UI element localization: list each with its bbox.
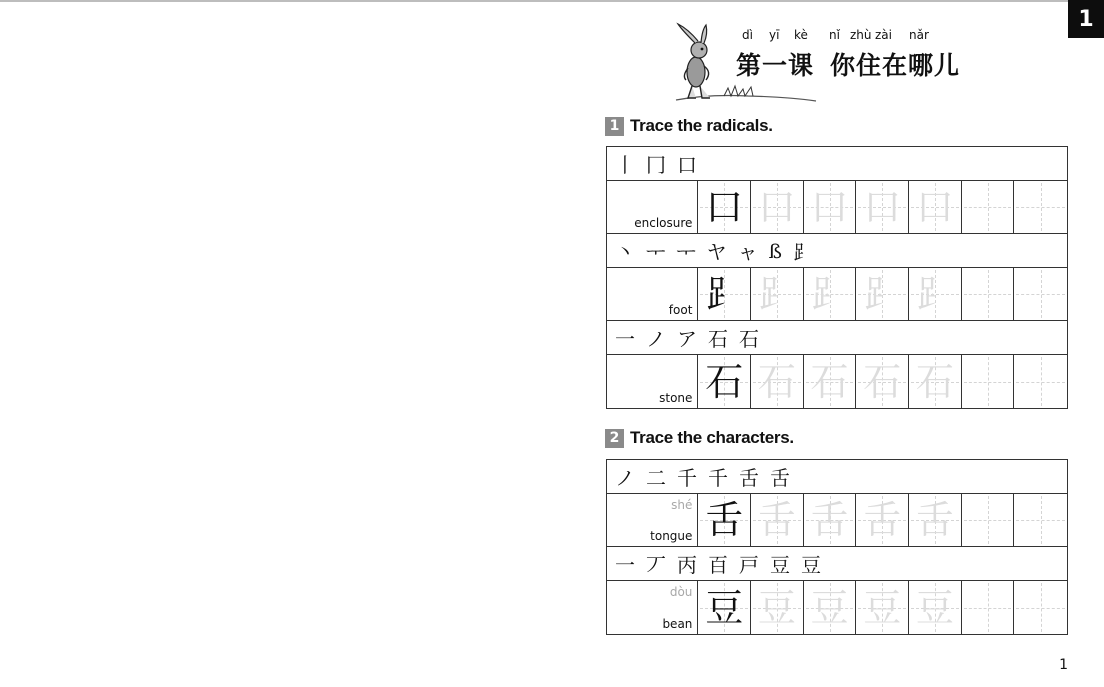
model-character-cell[interactable] [698, 581, 751, 634]
stroke-step: 石 [739, 327, 759, 351]
stroke-step: ャ [737, 240, 758, 264]
trace-character-cell[interactable] [804, 581, 857, 634]
stroke-step: 丆 [646, 553, 666, 577]
model-character: 石 [705, 359, 744, 404]
character-meaning: enclosure [634, 216, 693, 230]
top-border [0, 0, 1104, 2]
trace-character: ⻊ [863, 272, 902, 316]
empty-writing-cell[interactable] [1014, 268, 1067, 320]
stroke-step: 舌 [739, 466, 759, 490]
pinyin-syllable: yī [769, 28, 780, 42]
empty-writing-cell[interactable] [962, 355, 1015, 408]
character-meaning: foot [668, 303, 693, 317]
model-character-cell[interactable] [698, 268, 751, 320]
stroke-step: 口 [677, 153, 697, 177]
trace-character-cell[interactable] [804, 494, 857, 546]
trace-character: 豆 [863, 585, 902, 630]
empty-writing-cell[interactable] [1014, 355, 1067, 408]
trace-character-cell[interactable] [751, 268, 804, 320]
stroke-step: 石 [708, 327, 728, 351]
label-cell [607, 268, 698, 320]
corner-page-badge: 1 [1068, 0, 1104, 38]
label-cell [607, 181, 698, 233]
empty-writing-cell[interactable] [962, 494, 1015, 546]
character-meaning: bean [662, 617, 693, 631]
trace-character-cell[interactable] [804, 181, 857, 233]
stroke-step: 千 [677, 466, 697, 490]
stroke-step: ノ [646, 327, 666, 351]
stroke-step: ⻊ [793, 240, 814, 264]
empty-writing-cell[interactable] [962, 181, 1015, 233]
trace-character-cell[interactable] [804, 268, 857, 320]
empty-writing-cell[interactable] [962, 581, 1015, 634]
stroke-step: 丶 [615, 240, 635, 264]
stroke-order-row [607, 147, 1067, 181]
trace-character-cell[interactable] [804, 355, 857, 408]
trace-character: 豆 [915, 585, 954, 630]
stroke-step: 舌 [770, 466, 790, 490]
pinyin-syllable: nǐ [829, 28, 840, 42]
stroke-step: ア [677, 327, 697, 351]
trace-character: 口 [863, 185, 902, 229]
trace-character-cell[interactable] [909, 581, 962, 634]
stroke-step: 豆 [770, 553, 790, 577]
pinyin-syllable: kè [794, 28, 808, 42]
section-1-number: 1 [605, 117, 624, 136]
empty-writing-cell[interactable] [1014, 581, 1067, 634]
trace-character-cell[interactable] [751, 581, 804, 634]
stroke-step: 冂 [646, 153, 666, 177]
trace-character: ⻊ [757, 272, 796, 316]
stroke-order-row [607, 234, 1067, 268]
stroke-step: 戸 [739, 553, 759, 577]
trace-character: 石 [863, 359, 902, 404]
stroke-order-row [607, 547, 1067, 581]
character-meaning: tongue [650, 529, 693, 543]
model-character-cell[interactable] [698, 494, 751, 546]
trace-character-cell[interactable] [856, 355, 909, 408]
trace-character-cell[interactable] [909, 494, 962, 546]
stroke-step: 一 [615, 553, 635, 577]
practice-row [607, 268, 1067, 321]
pinyin-syllable: zhù [850, 28, 872, 42]
trace-character: 舌 [810, 498, 849, 542]
empty-writing-cell[interactable] [962, 268, 1015, 320]
trace-character: 石 [757, 359, 796, 404]
characters-practice-sheet [606, 459, 1068, 635]
model-character: ⻊ [705, 272, 744, 316]
model-character: 豆 [705, 585, 744, 630]
practice-row [607, 181, 1067, 234]
stroke-step: ß [768, 238, 783, 263]
lesson-header [668, 22, 988, 106]
trace-character-cell[interactable] [856, 181, 909, 233]
trace-character: 石 [810, 359, 849, 404]
empty-writing-cell[interactable] [1014, 494, 1067, 546]
trace-character: 口 [915, 185, 954, 229]
trace-character: 豆 [810, 585, 849, 630]
stroke-step: 千 [708, 466, 728, 490]
section-2-number: 2 [605, 429, 624, 448]
trace-character-cell[interactable] [909, 181, 962, 233]
trace-character: ⻊ [810, 272, 849, 316]
radicals-practice-sheet [606, 146, 1068, 409]
section-1-heading [605, 116, 773, 136]
trace-character-cell[interactable] [909, 268, 962, 320]
trace-character-cell[interactable] [909, 355, 962, 408]
empty-writing-cell[interactable] [1014, 181, 1067, 233]
pinyin-syllable: dì [742, 28, 753, 42]
lesson-topic: 你住在哪儿 [830, 51, 961, 80]
section-2-title: Trace the characters. [630, 428, 794, 447]
trace-character: 石 [915, 359, 954, 404]
model-character-cell[interactable] [698, 355, 751, 408]
lesson-number: 第一课 [736, 51, 815, 80]
label-cell [607, 355, 698, 408]
character-meaning: stone [659, 391, 693, 405]
stroke-step: 豆 [801, 553, 821, 577]
trace-character: 舌 [915, 498, 954, 542]
model-character: 舌 [705, 498, 744, 542]
trace-character-cell[interactable] [856, 268, 909, 320]
practice-row [607, 494, 1067, 547]
stroke-order-row [607, 321, 1067, 355]
pinyin-syllable: nǎr [909, 28, 929, 42]
label-cell [607, 494, 698, 546]
stroke-step: ノ [615, 466, 635, 490]
lesson-title [736, 46, 960, 82]
stroke-order-row [607, 460, 1067, 494]
stroke-step: ᅮ [646, 240, 666, 264]
stroke-step: 二 [646, 466, 666, 490]
trace-character-cell[interactable] [751, 355, 804, 408]
model-character: 口 [705, 185, 744, 229]
character-pinyin: shé [671, 498, 693, 512]
trace-character: 舌 [757, 498, 796, 542]
trace-character-cell[interactable] [856, 494, 909, 546]
trace-character: 舌 [863, 498, 902, 542]
trace-character-cell[interactable] [751, 181, 804, 233]
stroke-step: ᅮ [676, 240, 696, 264]
practice-row [607, 581, 1067, 634]
section-2-heading [605, 428, 794, 448]
stroke-step: 丙 [677, 553, 697, 577]
stroke-step: ヤ [706, 240, 727, 264]
stroke-step: 一 [615, 327, 635, 351]
stroke-step: 百 [708, 553, 728, 577]
character-pinyin: dòu [669, 585, 693, 599]
page-number: 1 [1059, 657, 1068, 673]
pinyin-syllable: zài [875, 28, 892, 42]
practice-row [607, 355, 1067, 408]
trace-character: ⻊ [915, 272, 954, 316]
trace-character: 口 [757, 185, 796, 229]
trace-character: 口 [810, 185, 849, 229]
trace-character: 豆 [757, 585, 796, 630]
trace-character-cell[interactable] [751, 494, 804, 546]
trace-character-cell[interactable] [856, 581, 909, 634]
stroke-step: 丨 [615, 153, 635, 177]
model-character-cell[interactable] [698, 181, 751, 233]
label-cell [607, 581, 698, 634]
section-1-title: Trace the radicals. [630, 116, 773, 135]
